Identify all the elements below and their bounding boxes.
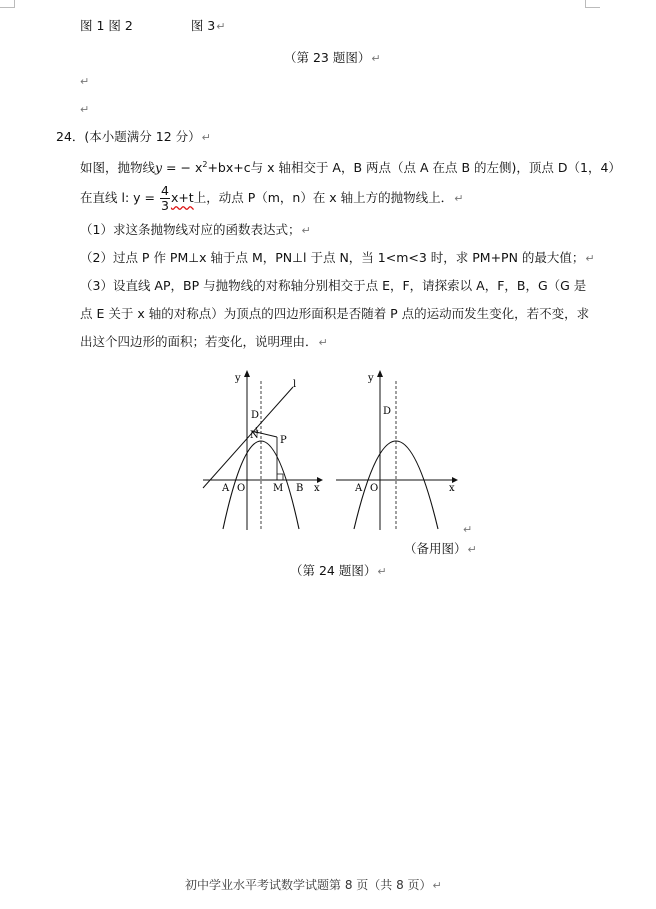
q24-part2-text: （2）过点 P 作 PM⊥x 轴于点 M，PN⊥l 于点 N，当 1<m<3 时，求 PM+PN 的最大值； [80, 250, 585, 265]
eq-mid: = − x [162, 160, 203, 176]
q24-part3-c [80, 334, 328, 351]
label-o: O [237, 483, 246, 494]
label-d: D [251, 410, 260, 421]
fig3-caption: 图 3 [190, 18, 216, 33]
paragraph-mark: ↵ [301, 224, 311, 237]
fig23-caption [284, 50, 381, 67]
footer-text: 初中学业水平考试数学试题第 8 页（共 8 页） [185, 878, 432, 892]
paragraph-mark: ↵ [80, 75, 90, 88]
frac-num: 4 [160, 183, 169, 198]
figure-main [195, 365, 330, 535]
q24-part1-text: （1）求这条抛物线对应的函数表达式； [80, 222, 301, 237]
label-x: x [449, 483, 455, 494]
q24-line-l [80, 183, 463, 213]
q24-intro [80, 157, 621, 176]
label-o: O [370, 483, 379, 494]
paragraph-mark: ↵ [377, 565, 387, 578]
label-y: y [368, 373, 374, 384]
label-p: P [280, 435, 287, 446]
backup-caption [404, 541, 477, 558]
q24-header [56, 129, 211, 146]
paragraph-mark: ↵ [454, 192, 464, 205]
q24-part3-a [80, 278, 586, 294]
label-m: M [273, 483, 284, 494]
paragraph-mark: ↵ [371, 52, 381, 65]
q24-part3-b [80, 306, 589, 322]
paragraph-mark: ↵ [318, 336, 328, 349]
y-axis-arrow [377, 370, 383, 377]
line-y: y = [129, 190, 155, 205]
q24-part3-b-text: 点 E 关于 x 轴的对称点）为顶点的四边形面积是否随着 P 点的运动而发生变化，若不变，求 [80, 306, 590, 321]
backup-caption-text: （备用图） [404, 541, 467, 556]
figure-backup [330, 365, 465, 535]
top-captions [80, 18, 225, 35]
eq-rest: +bx+c [207, 160, 251, 176]
q24-intro-a: 如图，抛物线 [80, 160, 156, 176]
paragraph-mark: ↵ [80, 103, 90, 116]
label-l: l [293, 379, 297, 390]
paragraph-mark: ↵ [432, 879, 442, 892]
q24-line-a: 在直线 l: [80, 190, 130, 205]
q24-part3-a-text: （3）设直线 AP，BP 与抛物线的对称轴分别相交于点 E，F，请探索以 A，F，B，G（G 是 [80, 278, 587, 293]
crop-mark-right [585, 0, 600, 8]
parabola [223, 441, 299, 529]
q24-part3-c-text: 出这个四边形的面积；若变化，说明理由． [80, 334, 318, 349]
q24-intro-b: 与 x 轴相交于 A，B 两点（点 A 在点 B 的左侧)，顶点 D（1，4） [250, 160, 621, 176]
fraction [160, 184, 170, 213]
crop-mark-left [0, 0, 15, 8]
label-x: x [314, 483, 320, 494]
q24-part1 [80, 222, 311, 239]
q24-part2 [80, 250, 595, 267]
line-t: x+t [170, 190, 194, 205]
label-b: B [296, 483, 304, 494]
fig24-caption [290, 563, 387, 580]
paragraph-mark: ↵ [463, 523, 473, 536]
y-axis-arrow [244, 370, 250, 377]
eq-y: y [155, 160, 163, 176]
paragraph-mark: ↵ [201, 131, 211, 144]
label-a: A [355, 483, 363, 494]
fig24-caption-text: （第 24 题图） [290, 563, 377, 578]
q24-line-b: 上，动点 P（m，n）在 x 轴上方的抛物线上． [193, 190, 454, 205]
fig12-caption: 图 1 图 2 [80, 18, 133, 33]
paragraph-mark: ↵ [467, 543, 477, 556]
paragraph-mark: ↵ [216, 20, 226, 33]
frac-den: 3 [160, 198, 169, 213]
paragraph-mark: ↵ [585, 252, 595, 265]
eq-exp: 2 [202, 160, 208, 169]
page-footer [185, 877, 442, 894]
label-d: D [383, 406, 392, 417]
right-angle-m [277, 474, 283, 480]
parabola [354, 441, 438, 529]
fig23-caption-text: （第 23 题图） [284, 50, 371, 65]
label-a: A [222, 483, 230, 494]
q24-header-text: 24．(本小题满分 12 分） [56, 129, 201, 144]
label-y: y [235, 373, 241, 384]
label-n: N [250, 430, 259, 441]
